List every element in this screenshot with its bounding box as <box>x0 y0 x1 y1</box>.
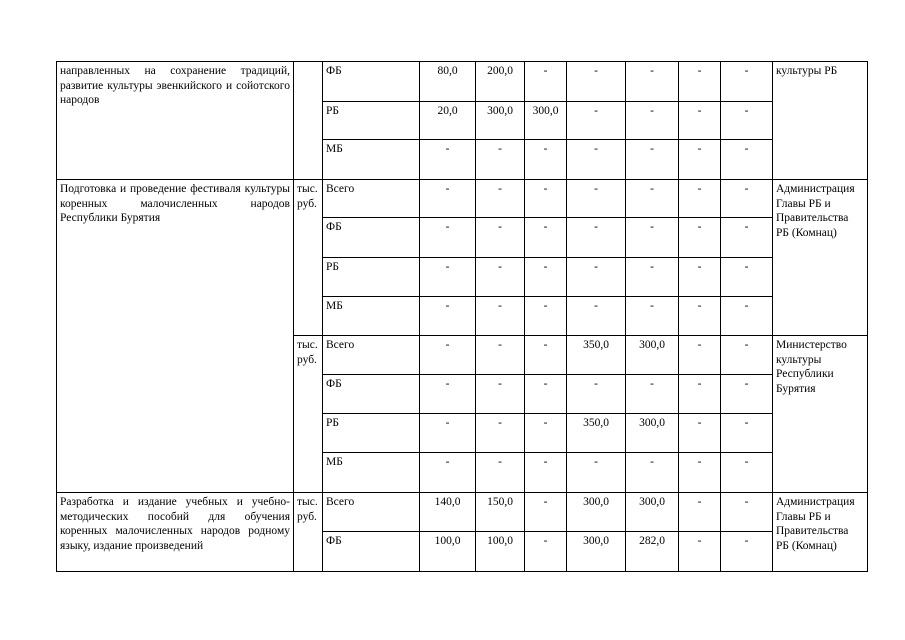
table-row <box>57 180 868 218</box>
value-cell: 350,0 <box>567 414 626 453</box>
value-cell: - <box>626 62 679 102</box>
activity-description: Подготовка и проведение фестиваля культуры коренных малочисленных народов Республики Бурятия <box>57 180 294 493</box>
value-cell: - <box>420 453 476 493</box>
responsible-executor: культуры РБ <box>773 62 868 180</box>
value-cell: - <box>721 218 773 258</box>
value-cell: - <box>567 140 626 180</box>
value-cell: - <box>567 453 626 493</box>
value-cell: - <box>525 62 567 102</box>
value-cell: - <box>626 258 679 297</box>
value-cell: - <box>626 375 679 414</box>
value-cell: - <box>567 258 626 297</box>
funding-source: МБ <box>323 453 420 493</box>
value-cell: - <box>721 102 773 140</box>
value-cell: 20,0 <box>420 102 476 140</box>
activity-description: направленных на сохранение традиций, развитие культуры эвенкийского и сойотского народов <box>57 62 294 180</box>
value-cell: - <box>679 336 721 375</box>
table-row <box>57 493 868 532</box>
value-cell: 282,0 <box>626 532 679 572</box>
funding-source: ФБ <box>323 62 420 102</box>
value-cell: - <box>525 180 567 218</box>
value-cell: 350,0 <box>567 336 626 375</box>
value-cell: 300,0 <box>567 493 626 532</box>
value-cell: - <box>525 336 567 375</box>
value-cell: - <box>525 375 567 414</box>
funding-source: РБ <box>323 414 420 453</box>
value-cell: - <box>420 258 476 297</box>
value-cell: 100,0 <box>476 532 525 572</box>
value-cell: - <box>476 414 525 453</box>
value-cell: - <box>476 258 525 297</box>
value-cell: 150,0 <box>476 493 525 532</box>
value-cell: - <box>476 453 525 493</box>
value-cell: - <box>525 414 567 453</box>
funding-source: РБ <box>323 102 420 140</box>
funding-source: Всего <box>323 336 420 375</box>
value-cell: - <box>721 336 773 375</box>
value-cell: 200,0 <box>476 62 525 102</box>
funding-source: МБ <box>323 297 420 336</box>
value-cell: - <box>721 258 773 297</box>
value-cell: 300,0 <box>567 532 626 572</box>
value-cell: - <box>476 140 525 180</box>
value-cell: - <box>420 218 476 258</box>
value-cell: - <box>476 297 525 336</box>
value-cell: - <box>721 180 773 218</box>
value-cell: 300,0 <box>525 102 567 140</box>
value-cell: 300,0 <box>626 336 679 375</box>
funding-source: ФБ <box>323 218 420 258</box>
funding-source: Всего <box>323 180 420 218</box>
unit-cell: тыс. руб. <box>294 336 323 493</box>
responsible-executor: Министерство культуры Республики Бурятия <box>773 336 868 493</box>
value-cell: - <box>567 102 626 140</box>
value-cell: - <box>679 493 721 532</box>
value-cell: - <box>679 218 721 258</box>
value-cell: - <box>525 532 567 572</box>
value-cell: - <box>679 140 721 180</box>
value-cell: 100,0 <box>420 532 476 572</box>
value-cell: - <box>525 218 567 258</box>
program-table-body <box>57 62 868 572</box>
value-cell: 140,0 <box>420 493 476 532</box>
value-cell: - <box>679 414 721 453</box>
value-cell: - <box>420 375 476 414</box>
funding-source: РБ <box>323 258 420 297</box>
value-cell: - <box>567 180 626 218</box>
value-cell: - <box>721 532 773 572</box>
value-cell: - <box>476 375 525 414</box>
unit-cell <box>294 62 323 180</box>
value-cell: 300,0 <box>626 493 679 532</box>
responsible-executor: Администрация Главы РБ и Правительства РБ (Комнац) <box>773 493 868 572</box>
unit-cell: тыс. руб. <box>294 180 323 336</box>
value-cell: - <box>679 532 721 572</box>
value-cell: - <box>679 258 721 297</box>
value-cell: - <box>721 414 773 453</box>
value-cell: - <box>626 102 679 140</box>
value-cell: - <box>476 336 525 375</box>
value-cell: - <box>525 258 567 297</box>
value-cell: - <box>626 140 679 180</box>
value-cell: - <box>420 180 476 218</box>
responsible-executor: Администрация Главы РБ и Правительства РБ (Комнац) <box>773 180 868 336</box>
value-cell: - <box>476 180 525 218</box>
funding-source: ФБ <box>323 375 420 414</box>
value-cell: 300,0 <box>476 102 525 140</box>
funding-source: МБ <box>323 140 420 180</box>
funding-source: Всего <box>323 493 420 532</box>
value-cell: - <box>721 297 773 336</box>
value-cell: - <box>567 375 626 414</box>
value-cell: - <box>567 62 626 102</box>
value-cell: - <box>721 140 773 180</box>
value-cell: - <box>679 102 721 140</box>
value-cell: - <box>525 297 567 336</box>
value-cell: - <box>679 62 721 102</box>
value-cell: - <box>721 62 773 102</box>
value-cell: 300,0 <box>626 414 679 453</box>
value-cell: - <box>679 375 721 414</box>
value-cell: - <box>567 297 626 336</box>
value-cell: - <box>420 297 476 336</box>
value-cell: - <box>626 180 679 218</box>
value-cell: - <box>420 140 476 180</box>
value-cell: - <box>679 453 721 493</box>
program-table <box>56 61 868 572</box>
value-cell: - <box>721 493 773 532</box>
value-cell: - <box>567 218 626 258</box>
value-cell: - <box>420 414 476 453</box>
value-cell: - <box>679 297 721 336</box>
value-cell: - <box>679 180 721 218</box>
value-cell: - <box>476 218 525 258</box>
value-cell: - <box>626 453 679 493</box>
unit-cell: тыс. руб. <box>294 493 323 572</box>
value-cell: - <box>626 297 679 336</box>
value-cell: - <box>721 453 773 493</box>
funding-source: ФБ <box>323 532 420 572</box>
activity-description: Разработка и издание учебных и учебно-методических пособий для обучения коренных малочисленных народов родному языку, издание произведений <box>57 493 294 572</box>
value-cell: 80,0 <box>420 62 476 102</box>
value-cell: - <box>420 336 476 375</box>
value-cell: - <box>525 493 567 532</box>
value-cell: - <box>525 140 567 180</box>
value-cell: - <box>626 218 679 258</box>
table-row <box>57 62 868 102</box>
value-cell: - <box>525 453 567 493</box>
value-cell: - <box>721 375 773 414</box>
